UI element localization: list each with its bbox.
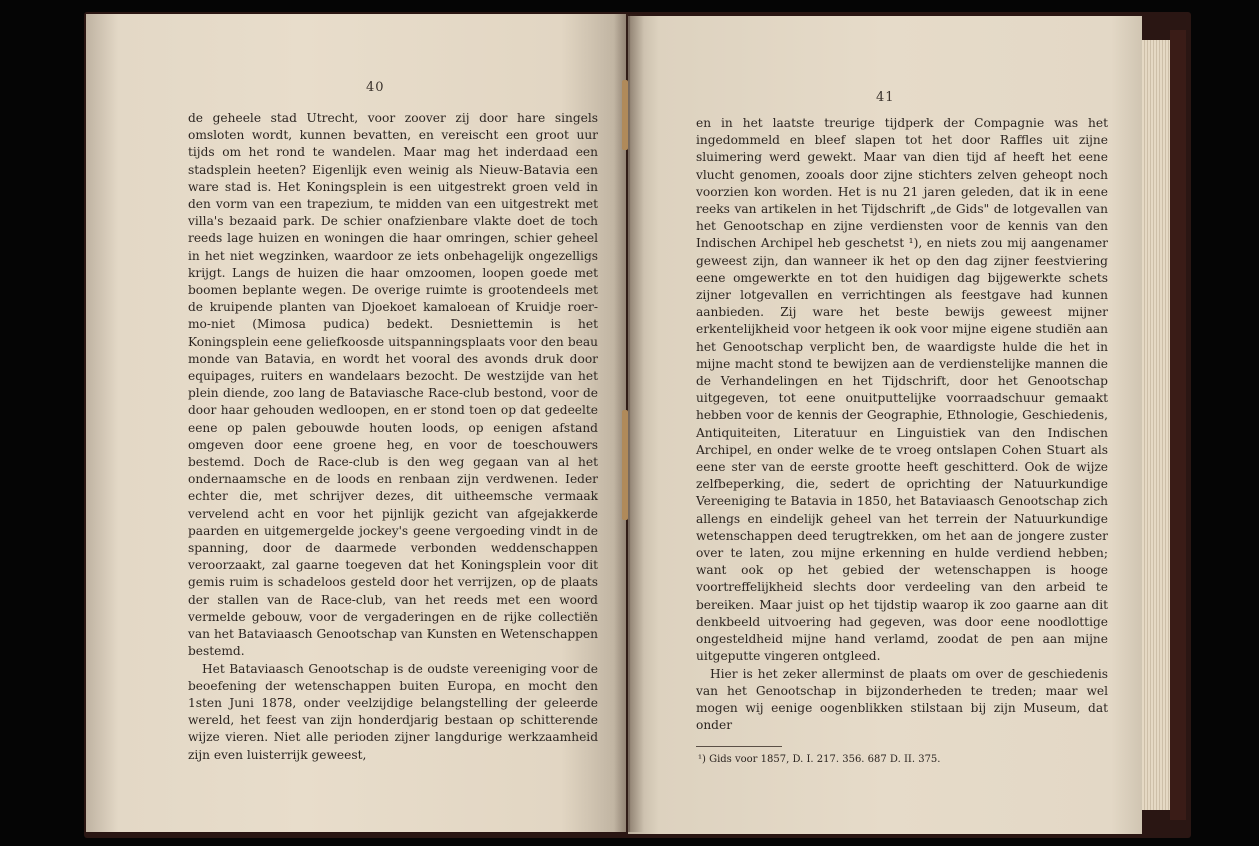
left-page-number: 40 xyxy=(366,80,385,95)
left-page-text xyxy=(188,110,598,764)
right-page-edges xyxy=(1142,40,1170,810)
paragraph: de geheele stad Utrecht, voor zoover zij door hare singels omsloten wordt, kunnen bevatten, en vereischt een groot uur tijds om het rond te wandelen. Maar mag het inderdaad een stadsplein heeten? Eigenlijk even weinig als Nieuw-Batavia een ware stad is. Het Koningsplein is een uitgestrekt groen veld in den vorm van een trapezium, te midden van een uitgestrekt met villa's bezaaid park. De schier onafzienbare vlakte doet de toch reeds lage huizen en woningen die haar omringen, schier geheel in het niet wegzinken, waardoor ze iets onbehagelijk ongezelligs krijgt. Langs de huizen die haar omzoomen, loopen goede met boomen beplante wegen. De overige ruimte is grootendeels met de kruipende planten van Djoekoet kamaloean of Kruidje roer-mo-niet (Mimosa pudica) bedekt. Desniettemin is het Koningsplein eene geliefkoosde uitspanningsplaats voor den beau monde van Batavia, en wordt het vooral des avonds druk door equipages, ruiters en wandelaars bezocht. De westzijde van het plein diende, zoo lang de Bataviasche Race-club bestond, voor de door haar gehouden wedloopen, en er stond toen op dat gedeelte eene op palen gebouwde houten loods, op eenigen afstand omgeven door eene groene heg, en voor de toeschouwers bestemd. Doch de Race-club is den weg gegaan van al het ondernaamsche en de loods en renbaan zijn verdwenen. Ieder echter die, met schrijver dezes, dit uitheemsche vermaak vervelend acht en voor het pijnlijk gezicht van afgejakkerde paarden en uitgemergelde jockey's geene vergoeding vindt in de spanning, door de daarmede verbonden weddenschappen veroorzaakt, zal gaarne toegeven dat het Koningsplein voor dit gemis ruim is schadeloos gesteld door het verrijzen, op de plaats der stallen van de Race-club, van het reeds met een woord vermelde gebouw, voor de vergaderingen en de rijke collectiën van het Bataviaasch Genootschap van Kunsten en Wetenschappen bestemd. xyxy=(188,111,598,659)
back-cover-edge xyxy=(1170,30,1186,820)
binding-thread xyxy=(622,410,628,520)
footnote-divider xyxy=(696,746,782,747)
right-page xyxy=(628,16,1142,834)
paragraph: Hier is het zeker allerminst de plaats om over de geschiedenis van het Genootschap in bijzonderheden te treden; maar wel mogen wij eenige oogenblikken stilstaan bij zijn Museum, dat onder xyxy=(696,666,1108,733)
left-page xyxy=(86,14,626,832)
binding-thread xyxy=(622,80,628,150)
book-gutter xyxy=(614,14,644,832)
footnote: ¹) Gids voor 1857, D. I. 217. 356. 687 D. II. 375. xyxy=(698,754,941,766)
paragraph: en in het laatste treurige tijdperk der Compagnie was het ingedommeld en bleef slapen tot het door Raffles uit zijne sluimering werd gewekt. Maar van dien tijd af heeft het eene vlucht genomen, zooals door zijne stichters zelven geheopt noch voorzien kon worden. Het is nu 21 jaren geleden, dat ik in eene reeks van artikelen in het Tijdschrift „de Gids" de lotgevallen van het Genootschap en zijne verdiensten voor de kennis van den Indischen Archipel heb geschetst ¹), en niets zou mij aangenamer geweest zijn, dan wanneer ik het op den dag zijner feestviering eene omgewerkte en tot den huidigen dag bijgewerkte schets zijner lotgevallen en verrichtingen als feestgave had kunnen aanbieden. Zij ware het beste bewijs geweest mijner erkentelijkheid voor hetgeen ik ook voor mijne eigene studiën aan het Genootschap verplicht ben, de waardigste hulde die het in mijne macht stond te bewijzen aan de verdienstelijke mannen die de Verhandelingen en het Tijdschrift, door het Genootschap uitgegeven, tot eene onuitputtelijke voorraadschuur gemaakt hebben voor de kennis der Geographie, Ethnologie, Geschiedenis, Antiquiteiten, Literatuur en Linguistiek van den Indischen Archipel, en onder welke de te vroeg ontslapen Cohen Stuart als eene ster van de eerste grootte heeft geschitterd. Ook de wijze zelfbeperking, die, sedert de oprichting der Natuurkundige Vereeniging te Batavia in 1850, het Bataviaasch Genootschap zich allengs en eindelijk geheel van het terrein der Natuurkundige wetenschappen deed terugtrekken, om het aan de jongere zuster over te laten, zou mijne erkenning en hulde verdiend hebben; want ook op het gebied der wetenschappen is hooge voortreffelijkheid slechts door verdeeling van den arbeid te bereiken. Maar juist op het tijdstip waarop ik zoo gaarne aan dit denkbeeld uitvoering had gegeven, was door eene noodlottige ongesteldheid mijne hand verlamd, zoodat de pen aan mijne uitgeputte vingeren ontgleed. xyxy=(696,116,1108,664)
right-page-number: 41 xyxy=(876,90,895,105)
right-page-text xyxy=(696,115,1108,734)
paragraph: Het Bataviaasch Genootschap is de oudste vereeniging voor de beoefening der wetenschappen buiten Europa, en mocht den 1sten Juni 1878, onder veelzijdige belangstelling der geleerde wereld, het feest van zijn honderdjarig bestaan op schitterende wijze vieren. Niet alle perioden zijner langdurige werkzaamheid zijn even luisterrijk geweest, xyxy=(188,661,598,762)
